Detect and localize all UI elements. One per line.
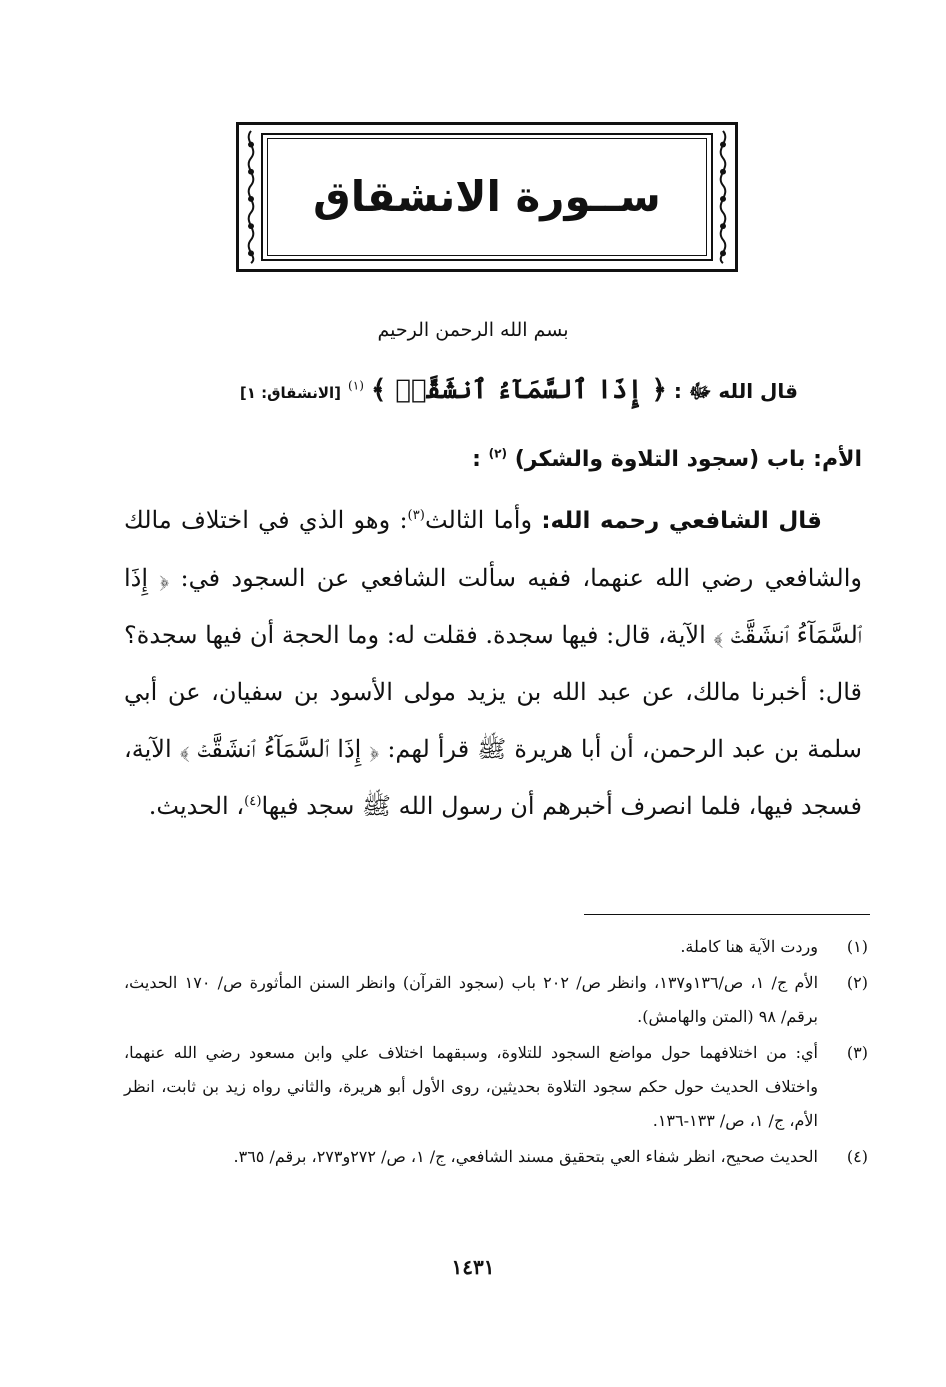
basmala: بسم الله الرحمن الرحيم	[377, 319, 569, 341]
body-paragraph	[124, 492, 862, 835]
footnote-text: الحديث صحيح، انظر شفاء العي بتحقيق مسند الشافعي، ج/ ١، ص/ ٢٧٢و٢٧٣، برقم/ ٣٦٥.	[233, 1147, 818, 1166]
footnote-number: (٣)	[846, 1043, 868, 1062]
verse-quote: ﴿ إِذَا ٱلسَّمَآءُ ٱنشَقَّتۡ ﴾	[370, 375, 667, 405]
body-segment-2: : وهو الذي في اختلاف مالك والشافعي رضي الله عنهما، ففيه سألت الشافعي عن السجود في: ﴿ إِذَا ٱلسَّمَآءُ ٱنشَقَّتۡ ﴾ الآية، قال: فيها سجدة. فقلت له: وما الحجة أن فيها سجدة؟ قال: أخبرنا مالك، عن عبد الله بن يزيد مولى الأسود بن سفيان، عن أبي سلمة بن عبد الرحمن، أن أبا هريرة ﷺ قرأ لهم: ﴿ إِذَا ٱلسَّمَآءُ ٱنشَقَّتۡ ﴾ الآية، فسجد فيها، فلما انصرف أخبرهم أن رسول الله ﷺ سجد فيها	[124, 506, 862, 820]
chapter-heading	[102, 438, 862, 482]
footnote-marker-2: (٢)	[488, 446, 508, 461]
footnote-number: (٤)	[846, 1147, 868, 1166]
chapter-heading-colon: :	[472, 447, 481, 472]
footnote-divider	[584, 914, 870, 915]
body-text	[124, 492, 862, 835]
chapter-heading-text: الأم: باب (سجود التلاوة والشكر)	[514, 447, 862, 472]
footnotes	[124, 930, 868, 1176]
body-segment-3: ، الحديث.	[148, 792, 245, 820]
footnote-item	[124, 1140, 868, 1174]
surah-title-frame	[236, 122, 738, 272]
footnote-item	[124, 930, 868, 964]
footnote-marker-4: (٤)	[244, 794, 262, 809]
footnote-number: (١)	[846, 937, 868, 956]
footnote-marker-3: (٣)	[407, 508, 425, 523]
verse-line	[158, 368, 798, 415]
footnote-text: أي: من اختلافهما حول مواضع السجود للتلاوة، وسبقهما اختلاف علي وابن مسعود رضي الله عنهما، واختلاف الحديث حول حكم سجود التلاوة بحديثين، روى الأول أبو هريرة، والثاني رواه زيد بن ثابت، انظر الأم، ج/ ١، ص/ ١٣٣-١٣٦.	[124, 1043, 818, 1130]
footnote-item	[124, 1036, 868, 1138]
body-segment-1: وأما الثالث	[424, 506, 542, 534]
verse-reference: [الانشقاق: ١]	[239, 384, 342, 402]
footnote-text: الأم ج/ ١، ص/١٣٦و١٣٧، وانظر ص/ ٢٠٢ باب (سجود القرآن) وانظر السنن المأثورة ص/ ١٧٠ الحديث، برقم/ ٩٨ (المتن والهامش).	[124, 973, 819, 1026]
verse-lead: قال الله ﷻ :	[673, 379, 798, 403]
speaker-label: قال الشافعي رحمه الله:	[541, 508, 822, 534]
page-number: ١٤٣١	[451, 1255, 495, 1279]
surah-title: ســورة الانشقاق	[313, 172, 661, 221]
footnote-item	[124, 966, 868, 1034]
footnote-number: (٢)	[846, 973, 868, 992]
footnote-text: وردت الآية هنا كاملة.	[680, 937, 818, 956]
footnote-marker-1: (١)	[348, 378, 364, 393]
